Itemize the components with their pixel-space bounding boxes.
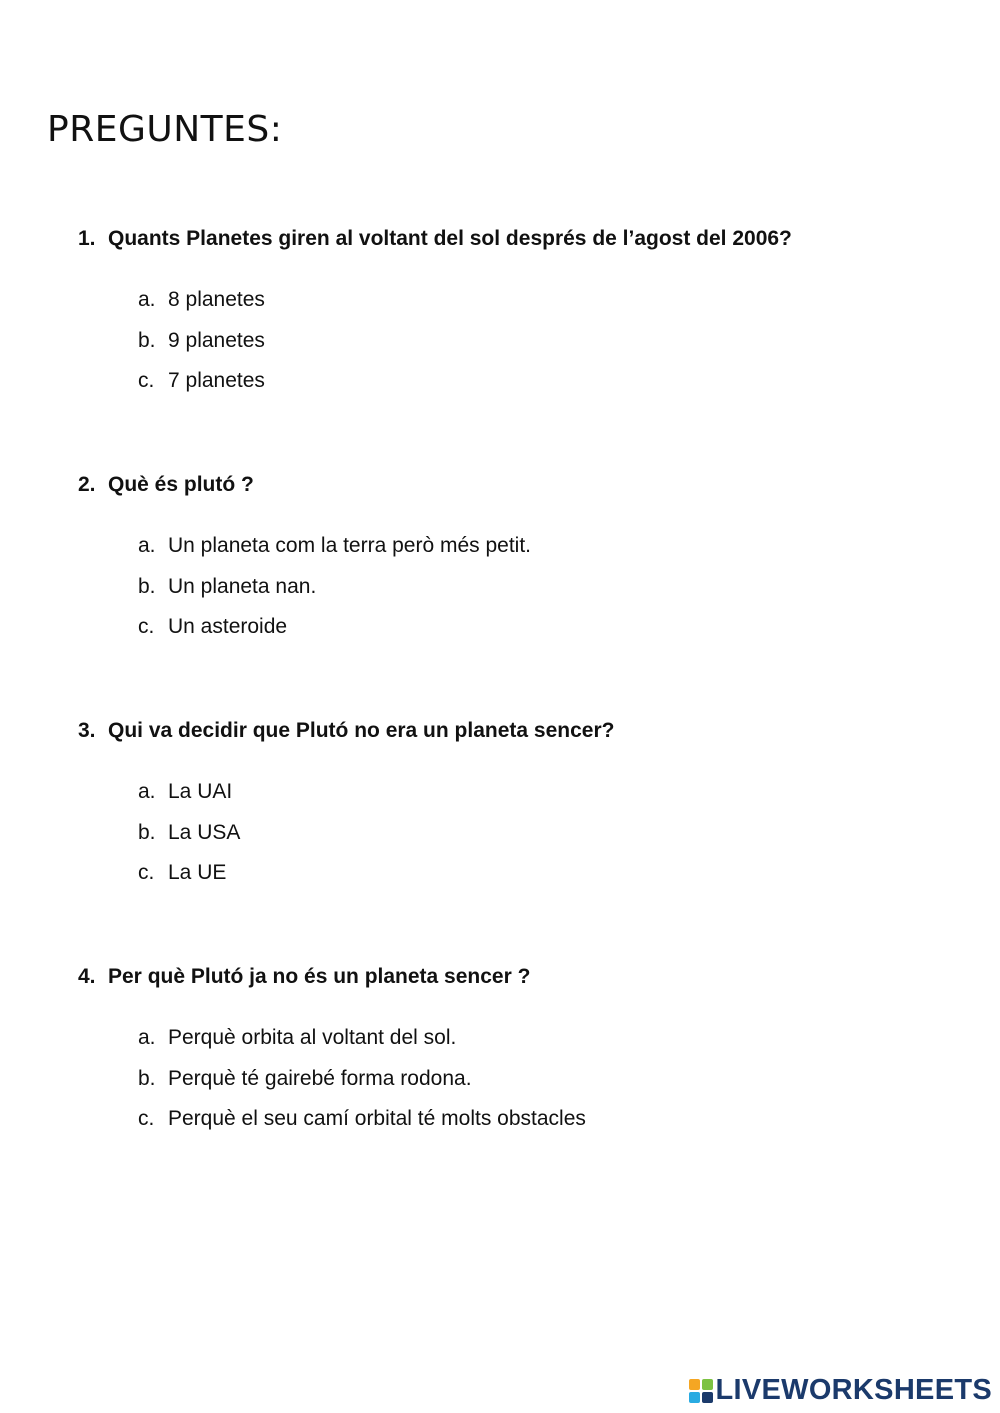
- option-letter: b.: [138, 574, 156, 598]
- option-text: 9 planetes: [168, 328, 265, 352]
- option-c[interactable]: [138, 860, 958, 901]
- logo-square-1: [689, 1379, 700, 1390]
- question-4: [78, 964, 958, 1147]
- question-3: [78, 718, 958, 901]
- logo-grid-icon: [689, 1379, 713, 1403]
- option-letter: a.: [138, 1026, 156, 1049]
- options-list: [78, 1025, 958, 1147]
- question-stem: [78, 472, 958, 498]
- option-c[interactable]: [138, 614, 958, 655]
- question-stem: [78, 718, 958, 744]
- option-a[interactable]: [138, 287, 958, 328]
- option-b[interactable]: [138, 1066, 958, 1107]
- question-text: Qui va decidir que Plutó no era un planeta sencer?: [108, 719, 615, 742]
- option-letter: a.: [138, 780, 156, 803]
- question-number: 2.: [78, 473, 96, 496]
- option-text: 7 planetes: [168, 369, 265, 392]
- option-b[interactable]: [138, 820, 958, 861]
- option-text: La UAI: [168, 780, 233, 803]
- option-c[interactable]: [138, 368, 958, 409]
- option-text: 8 planetes: [168, 288, 265, 311]
- question-stem: [78, 226, 958, 252]
- option-b[interactable]: [138, 574, 958, 615]
- question-text: Què és plutó ?: [108, 473, 254, 496]
- option-text: Un planeta nan.: [168, 574, 317, 598]
- option-letter: a.: [138, 288, 156, 311]
- option-c[interactable]: [138, 1106, 958, 1147]
- question-1: [78, 226, 958, 409]
- option-text: Un asteroide: [168, 615, 288, 638]
- option-letter: a.: [138, 534, 156, 557]
- options-list: [78, 533, 958, 655]
- option-letter: c.: [138, 861, 155, 884]
- options-list: [78, 287, 958, 409]
- logo-square-3: [689, 1392, 700, 1403]
- option-a[interactable]: [138, 1025, 958, 1066]
- question-number: 1.: [78, 227, 96, 250]
- option-text: La UE: [168, 861, 227, 884]
- option-text: Perquè el seu camí orbital té molts obstacles: [168, 1107, 586, 1130]
- option-letter: b.: [138, 328, 156, 352]
- option-text: La USA: [168, 820, 241, 844]
- option-letter: c.: [138, 615, 155, 638]
- option-b[interactable]: [138, 328, 958, 369]
- option-text: Un planeta com la terra però més petit.: [168, 534, 532, 557]
- question-number: 3.: [78, 719, 96, 742]
- option-letter: b.: [138, 1066, 156, 1090]
- logo-square-4: [702, 1392, 713, 1403]
- option-a[interactable]: [138, 533, 958, 574]
- question-2: [78, 472, 958, 655]
- option-letter: b.: [138, 820, 156, 844]
- question-text: Per què Plutó ja no és un planeta sencer ?: [108, 965, 531, 988]
- question-number: 4.: [78, 965, 96, 988]
- question-stem: [78, 964, 958, 990]
- option-text: Perquè té gairebé forma rodona.: [168, 1066, 472, 1090]
- liveworksheets-logo: [689, 1374, 993, 1407]
- option-letter: c.: [138, 369, 155, 392]
- option-text: Perquè orbita al voltant del sol.: [168, 1026, 457, 1049]
- option-letter: c.: [138, 1107, 155, 1130]
- question-text: Quants Planetes giren al voltant del sol després de l’agost del 2006?: [108, 227, 792, 250]
- option-a[interactable]: [138, 779, 958, 820]
- options-list: [78, 779, 958, 901]
- logo-square-2: [702, 1379, 713, 1390]
- logo-text: LIVEWORKSHEETS: [715, 1374, 992, 1406]
- page-title: PREGUNTES:: [47, 109, 283, 150]
